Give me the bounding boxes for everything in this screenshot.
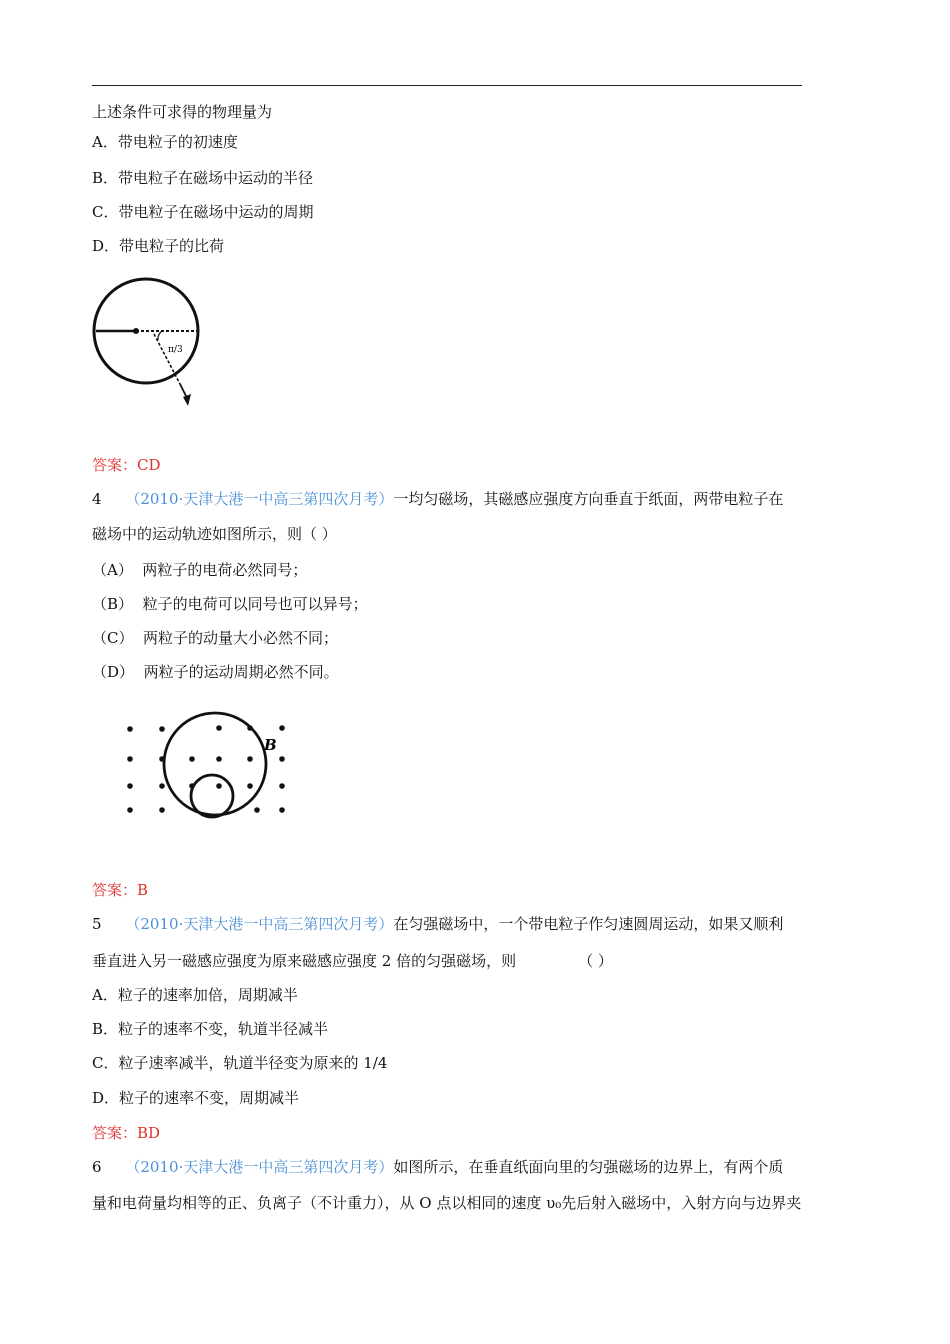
q5-option-a: A．粒子的速率加倍，周期减半	[92, 986, 298, 1004]
q5-stem-line2: 垂直进入另一磁感应强度为原来磁感应强度 2 倍的匀强磁场，则 （ ）	[92, 952, 613, 970]
q3-option-a: A．带电粒子的初速度	[92, 133, 238, 151]
header-rule	[92, 85, 802, 86]
q4-option-a: （A） 两粒子的电荷必然同号；	[92, 561, 308, 579]
large-trajectory-circle	[164, 713, 266, 815]
q6-stem-line2: 量和电荷量均相等的正、负离子（不计重力），从 O 点以相同的速度 υ₀先后射入磁场中，入射方向与边界夹	[92, 1194, 802, 1212]
q5-answer: 答案：BD	[92, 1124, 161, 1142]
q4-option-b: （B） 粒子的电荷可以同号也可以异号；	[92, 595, 368, 613]
field-label: B	[264, 736, 277, 754]
q4-option-d: （D） 两粒子的运动周期必然不同。	[92, 663, 339, 681]
field-dots	[127, 725, 285, 813]
q4-stem-line2: 磁场中的运动轨迹如图所示，则（ ）	[92, 525, 337, 543]
q4-option-c: （C） 两粒子的动量大小必然不同；	[92, 629, 339, 647]
q4-source: （2010·天津大港一中高三第四次月考）	[125, 490, 394, 508]
angle-label: π/3	[168, 345, 183, 355]
q5-option-c: C．粒子速率减半，轨道半径变为原来的 1/4	[92, 1054, 388, 1072]
dashed-exit-line	[154, 334, 180, 384]
q3-intro: 上述条件可求得的物理量为	[92, 103, 273, 121]
angle-arc	[158, 331, 162, 340]
small-trajectory-circle	[191, 775, 233, 817]
q3-option-d: D．带电粒子的比荷	[92, 237, 225, 255]
q5-option-b: B．粒子的速率不变，轨道半径减半	[92, 1020, 329, 1038]
q3-option-c: C．带电粒子在磁场中运动的周期	[92, 203, 314, 221]
q6-stem-line1: 6 （2010·天津大港一中高三第四次月考）如图所示，在垂直纸面向里的匀强磁场的边界上，有两个质	[92, 1158, 784, 1176]
q5-stem-line1: 5 （2010·天津大港一中高三第四次月考）在匀强磁场中，一个带电粒子作匀速圆周运动，如果又顺利	[92, 915, 784, 933]
q6-source: （2010·天津大港一中高三第四次月考）	[125, 1158, 394, 1176]
q3-option-b: B．带电粒子在磁场中运动的半径	[92, 169, 314, 187]
q4-stem-line1: 4 （2010·天津大港一中高三第四次月考）一均匀磁场，其磁感应强度方向垂直于纸面，两带电粒子在	[92, 490, 784, 508]
q5-source: （2010·天津大港一中高三第四次月考）	[125, 915, 394, 933]
q3-answer: 答案：CD	[92, 456, 161, 474]
q4-answer: 答案：B	[92, 881, 149, 899]
q3-circle-figure	[92, 272, 217, 412]
q5-option-d: D．粒子的速率不变，周期减半	[92, 1089, 300, 1107]
q4-field-figure	[92, 690, 357, 825]
arrow-head-icon	[183, 394, 191, 406]
